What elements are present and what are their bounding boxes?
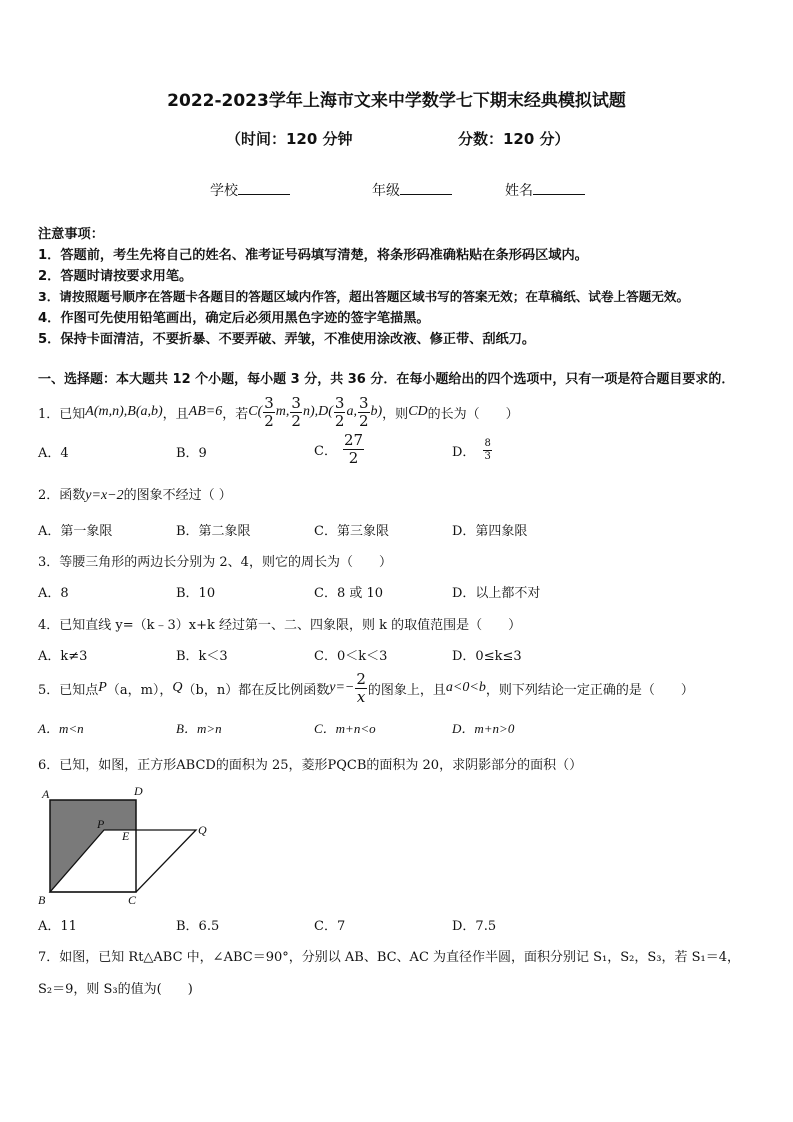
school-field [210, 180, 290, 200]
q1-option-d-label: D． [452, 444, 476, 460]
q3-option-c[interactable]: C．8 或 10 [314, 586, 384, 601]
q1-math: C( [248, 404, 263, 419]
q5-text: ，则下列结论一定正确的是（ ） [485, 682, 694, 698]
q2-option-d[interactable]: D．第四象限 [452, 524, 528, 539]
q5-text: （a，m）， [106, 682, 173, 698]
q5-math: Q [172, 680, 183, 695]
notice-item: 2．答题时请按要求用笔。 [38, 269, 193, 284]
name-blank [533, 181, 585, 195]
q4-option-b[interactable]: B．k＜3 [176, 649, 228, 664]
notice-item: 3．请按照题号顺序在答题卡各题目的答题区域内作答，超出答题区域书写的答案无效；在草稿纸、试卷上答题无效。 [38, 289, 690, 304]
q4-option-c[interactable]: C．0＜k＜3 [314, 649, 388, 664]
q2-text: 2．函数 [38, 488, 86, 503]
q1-fraction: $\frac{3}{2}$ [264, 393, 274, 430]
question-2 [38, 484, 232, 504]
question-5 [38, 668, 694, 708]
name-label: 姓名 [505, 183, 533, 199]
q6-label-q: Q [198, 823, 207, 837]
q2-option-a[interactable]: A．第一象限 [38, 524, 113, 539]
q6-option-d[interactable]: D．7.5 [452, 919, 497, 934]
q5-option-c[interactable]: C．m+n<o [314, 721, 376, 736]
notice-heading: 注意事项： [38, 227, 104, 242]
q4-option-a[interactable]: A．k≠3 [38, 649, 88, 664]
q1-math: A(m,n),B(a,b) [85, 404, 163, 419]
q1-option-c[interactable] [314, 428, 365, 470]
q5-text: （b，n）都在反比例函数 [182, 682, 330, 698]
question-3: 3．等腰三角形的两边长分别为 2、4，则它的周长为（ ） [38, 555, 392, 570]
q6-label-p: P [97, 817, 105, 831]
q5-fraction: $\frac{2}{x}$ [356, 669, 366, 706]
q2-option-b[interactable]: B．第二象限 [176, 524, 251, 539]
q3-option-d[interactable]: D．以上都不对 [452, 586, 541, 601]
q6-label-d: D [134, 784, 143, 798]
q5-text: 的图象上，且 [367, 682, 446, 698]
notice-item: 4．作图可先使用铅笔画出，确定后必须用黑色字迹的签字笔描黑。 [38, 311, 430, 326]
exam-time: （时间：120 分钟 [226, 130, 353, 148]
q1-math: CD [408, 404, 428, 419]
name-field [505, 180, 585, 200]
q1-option-a[interactable]: A．4 [38, 446, 69, 461]
q5-option-d[interactable]: D．m+n>0 [452, 721, 515, 736]
q6-option-b[interactable]: B．6.5 [176, 919, 220, 934]
question-4: 4．已知直线 y=（k﹣3）x+k 经过第一、二、四象限，则 k 的取值范围是（ ） [38, 618, 522, 633]
q1-option-d-fraction: $\frac{8}{3}$ [484, 437, 491, 462]
question-1 [38, 392, 519, 432]
q2-text: 的图象不经过（ ） [123, 488, 232, 503]
q6-label-c: C [128, 893, 137, 907]
q1-math: a, [346, 404, 357, 419]
page-title: 2022-2023学年上海市文来中学数学七下期末经典模拟试题 [167, 91, 626, 111]
question-7-line-2: S₂＝9，则 S₃的值为( ) [38, 982, 193, 997]
grade-field [372, 180, 452, 200]
q6-label-a: A [42, 787, 50, 801]
notice-item: 1．答题前，考生先将自己的姓名、准考证号码填写清楚，将条形码准确粘贴在条形码区域内。 [38, 248, 588, 263]
q3-option-a[interactable]: A．8 [38, 586, 69, 601]
q1-text: ，且 [162, 406, 189, 422]
q5-math: y=− [329, 680, 355, 695]
q5-text: 5．已知点 [38, 682, 99, 698]
q2-option-c[interactable]: C．第三象限 [314, 524, 389, 539]
q1-option-d[interactable] [452, 432, 493, 468]
q6-figure [30, 782, 230, 912]
q1-math: b) [370, 404, 383, 419]
q1-text: ，则 [382, 406, 409, 422]
notice-item: 5．保持卡面清洁，不要折暴、不要弄破、弄皱，不准使用涂改液、修正带、刮纸刀。 [38, 332, 536, 347]
q1-fraction: $\frac{3}{2}$ [358, 393, 369, 430]
q6-label-e: E [122, 829, 130, 843]
grade-blank [400, 181, 452, 195]
q1-option-c-fraction: $\frac{27}{2}$ [343, 430, 364, 467]
q1-math: n),D( [302, 404, 333, 419]
q3-option-b[interactable]: B．10 [176, 586, 216, 601]
q1-option-b[interactable]: B．9 [176, 446, 207, 461]
q5-option-b[interactable]: B．m>n [176, 721, 222, 736]
q6-option-a[interactable]: A．11 [38, 919, 77, 934]
q1-text: ，若 [222, 406, 249, 422]
q1-option-c-label: C． [314, 443, 337, 459]
q6-option-c[interactable]: C．7 [314, 919, 346, 934]
q6-shaded-region [50, 800, 136, 892]
q5-math: a<0<b [445, 680, 486, 695]
q5-math: P [98, 680, 107, 695]
q1-math: m, [275, 404, 290, 419]
school-label: 学校 [210, 183, 238, 199]
q1-fraction: $\frac{3}{2}$ [334, 393, 345, 430]
grade-label: 年级 [372, 183, 400, 199]
q4-option-d[interactable]: D．0≤k≤3 [452, 649, 522, 664]
section-heading: 一、选择题：本大题共 12 个小题，每小题 3 分，共 36 分．在每小题给出的四个选项中，只有一项是符合题目要求的． [38, 372, 735, 387]
q6-label-b: B [38, 893, 46, 907]
q1-text: 的长为（ ） [427, 406, 519, 422]
q1-fraction: $\frac{3}{2}$ [291, 393, 301, 430]
q1-text: 1．已知 [38, 406, 86, 422]
question-6: 6．已知，如图，正方形ABCD的面积为 25，菱形PQCB的面积为 20，求阴影部分的面积（） [38, 758, 583, 773]
school-blank [238, 181, 290, 195]
q1-math: AB=6 [188, 404, 223, 419]
q5-option-a[interactable]: A．m<n [38, 721, 84, 736]
exam-score: 分数：120 分） [458, 130, 570, 148]
q2-math: y=x−2 [85, 488, 124, 503]
question-7-line-1: 7．如图，已知 Rt△ABC 中，∠ABC＝90°，分别以 AB、BC、AC 为直径作半圆，面积分别记 S₁，S₂，S₃，若 S₁＝4， [38, 950, 741, 965]
